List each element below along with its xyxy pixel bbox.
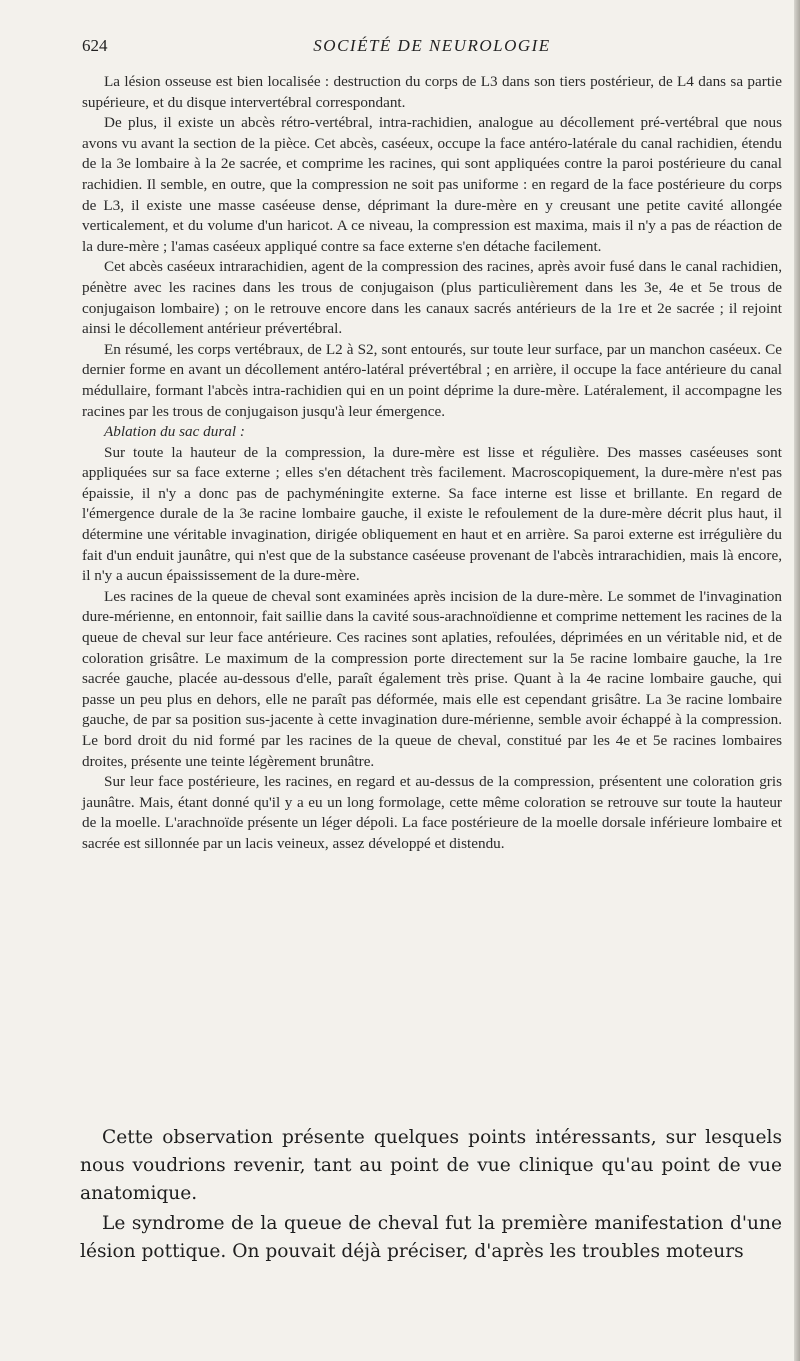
page-number: 624 <box>82 36 108 55</box>
paragraph: Sur toute la hauteur de la compression, la dure-mère est lisse et régulière. Des masses caséeuses sont appliquées sur sa face externe ; elles s'en détachent très facilement. Macroscopiquement, la dure-mère n'est pas épaissie, il n'y a donc pas de pachyméningite externe. Sa face interne est lisse et brillante. En regard de l'émergence durale de la 3e racine lombaire gauche, il existe le refoulement de la dure-mère décrit plus haut, il détermine une véritable invagination, dirigée obliquement en haut et en arrière. Sa paroi externe est irrégulière du fait d'un enduit jaunâtre, qui n'est que de la substance caséeuse provenant de l'abcès intrarachidien, mais là encore, il n'y a aucun épaississement de la dure-mère. <box>82 443 782 585</box>
page-edge <box>794 0 800 1361</box>
paragraph: Le syndrome de la queue de cheval fut la première manifestation d'une lésion pottique. On pouvait déjà préciser, d'après les troubles moteurs <box>80 1213 782 1262</box>
running-title: SOCIÉTÉ DE NEUROLOGIE <box>313 36 551 55</box>
paragraph: Cette observation présente quelques points intéressants, sur lesquels nous voudrions revenir, tant au point de vue clinique qu'au point de vue anatomique. <box>80 1127 782 1204</box>
paragraph: De plus, il existe un abcès rétro-vertébral, intra-rachidien, analogue au décollement pré-vertébral que nous avons vu avant la section de la pièce. Cet abcès, caséeux, occupe la face antéro-latérale du canal rachidien, étendu de la 3e lombaire à la 2e sacrée, et comprime les racines, qui sont appliquées contre la paroi postérieure du canal rachidien. Il semble, en outre, que la compression ne soit pas uniforme : en regard de la face postérieure du corps de L3, il existe une masse caséeuse dense, déprimant la dure-mère en y creusant une petite cavité allongée verticalement, et du volume d'un haricot. A ce niveau, la compression est maxima, mais il n'y a pas de réaction de la dure-mère ; l'amas caséeux appliqué contre sa face externe s'en détache facilement. <box>82 114 782 255</box>
discussion-body <box>80 1124 782 1266</box>
page-header <box>82 36 782 58</box>
paragraph: La lésion osseuse est bien localisée : destruction du corps de L3 dans son tiers postérieur, de L4 dans sa partie supérieure, et du disque intervertébral correspondant. <box>82 73 782 111</box>
case-report-body <box>82 72 782 855</box>
paragraph: Sur leur face postérieure, les racines, en regard et au-dessus de la compression, présentent une coloration gris jaunâtre. Mais, étant donné qu'il y a eu un long formolage, cette même coloration se retrouve sur toute la hauteur de la moelle. L'arachnoïde présente un léger dépoli. La face postérieure de la moelle dorsale inférieure lombaire et sacrée est sillonnée par un lacis veineux, assez développé et distendu. <box>82 773 782 852</box>
paragraph: Cet abcès caséeux intrarachidien, agent de la compression des racines, après avoir fusé dans le canal rachidien, pénètre avec les racines dans les trous de conjugaison (plus particulièrement dans les 3e, 4e et 5e trous de conjugaison lombaire) ; on le retrouve encore dans les canaux sacrés antérieurs de la 1re et 2e sacrée ; il rejoint ainsi le décollement antérieur prévertébral. <box>82 258 782 338</box>
section-subheading: Ablation du sac dural : <box>104 423 245 441</box>
paragraph: Les racines de la queue de cheval sont examinées après incision de la dure-mère. Le sommet de l'invagination dure-mérienne, en entonnoir, fait saillie dans la cavité sous-arachnoïdienne et comprime nettement les racines de la queue de cheval sur leur face antérieure. Ces racines sont aplaties, refoulées, déprimées en un véritable nid, et de coloration grisâtre. Le maximum de la compression porte directement sur la 5e racine lombaire gauche, la 1re sacrée gauche, placée au-dessous d'elle, paraît également très prise. Quant à la 4e racine lombaire gauche, qui passe un peu plus en dehors, elle ne paraît pas déformée, mais elle est cependant grisâtre. La 3e racine lombaire gauche, de par sa position sus-jacente à cette invagination dure-mérienne, semble avoir échappé à la compression. Le bord droit du nid formé par les racines de la queue de cheval, constitué par les 4e et 5e racines lombaires droites, présente une teinte légèrement brunâtre. <box>82 587 782 770</box>
paragraph: En résumé, les corps vertébraux, de L2 à S2, sont entourés, sur toute leur surface, par un manchon caséeux. Ce dernier forme en avant un décollement antéro-latéral prévertébral ; en arrière, il occupe la face antérieure du canal médullaire, formant l'abcès intra-rachidien qui en un point déprime la dure-mère. Latéralement, il accompagne les racines par les trous de conjugaison jusqu'à leur émergence. <box>82 340 782 420</box>
